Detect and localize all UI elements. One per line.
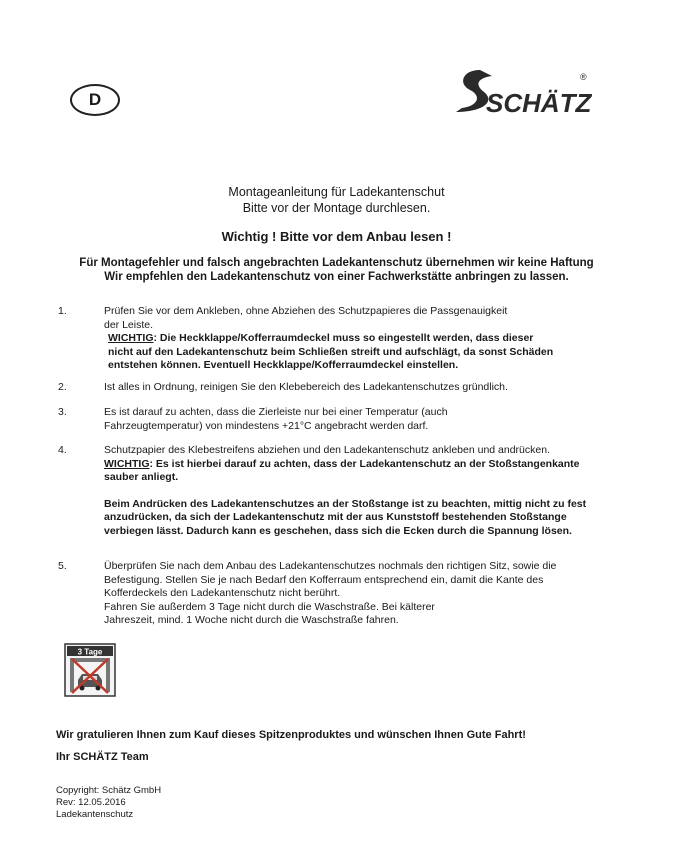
- no-car-wash-sign: [64, 643, 116, 697]
- step-text-line: Fahren Sie außerdem 3 Tage nicht durch die Waschstraße. Bei kälterer: [104, 600, 435, 613]
- step-warning-text: : Die Heckklappe/Kofferraumdeckel muss so eingestellt werden, dass dieser: [153, 332, 534, 344]
- step-number: 2.: [58, 381, 67, 393]
- step-warning-text: sauber anliegt.: [104, 471, 179, 483]
- step-text-line: Schutzpapier des Klebestreifens abziehen und den Ladekantenschutz ankleben und andrücken.: [104, 444, 550, 456]
- step-text-line: Ist alles in Ordnung, reinigen Sie den Klebebereich des Ladekantenschutzes gründlich.: [104, 381, 508, 393]
- step-text-line: Prüfen Sie vor dem Ankleben, ohne Abziehen des Schutzpapieres die Passgenauigkeit: [104, 305, 508, 317]
- step-number: 4.: [58, 444, 67, 456]
- step-text-line: Fahrzeugtemperatur) von mindestens +21°C angebracht werden darf.: [104, 419, 429, 432]
- footer-copyright: Copyright: Schätz GmbH: [56, 785, 162, 796]
- liability-warning-line2: Wir empfehlen den Ladekantenschutz von einer Fachwerkstätte anbringen zu lassen.: [104, 271, 569, 283]
- footer-revision: Rev: 12.05.2016: [56, 797, 126, 808]
- step-text-line: Es ist darauf zu achten, dass die Zierleiste nur bei einer Temperatur (auch: [104, 406, 448, 418]
- step-note-text: Beim Andrücken des Ladekantenschutzes an der Stoßstange ist zu beachten, mittig nicht zu fest: [104, 497, 587, 510]
- document-subtitle: Bitte vor der Montage durchlesen.: [242, 201, 431, 215]
- step-warning-text: entstehen können. Eventuell Heckklappe/Kofferraumdeckel einstellen.: [108, 359, 459, 371]
- step-text-line: Überprüfen Sie nach dem Anbau des Ladekantenschutzes nochmals den richtigen Sitz, sowie die: [104, 560, 557, 572]
- step-number: 1.: [58, 305, 67, 317]
- congratulations-text: Wir gratulieren Ihnen zum Kauf dieses Spitzenproduktes und wünschen Ihnen Gute Fahrt!: [56, 729, 526, 741]
- team-signature: Ihr SCHÄTZ Team: [56, 751, 149, 763]
- step-warning-text: nicht auf den Ladekantenschutz beim Schließen streift und aufschlägt, da sonst Schäden: [108, 345, 554, 358]
- important-label: WICHTIG: [104, 457, 150, 470]
- sign-label: 3 Tage: [77, 647, 103, 657]
- schaetz-logo: [452, 62, 592, 122]
- step-text-line: Befestigung. Stellen Sie je nach Bedarf den Kofferraum entsprechend ein, damit die Kante des: [104, 573, 544, 586]
- logo-text: SCHÄTZ: [486, 88, 592, 118]
- footer-product: Ladekantenschutz: [56, 809, 134, 820]
- step-number: 5.: [58, 560, 67, 572]
- no-car-wash-icon: [64, 643, 116, 697]
- document-title: Montageanleitung für Ladekantenschut: [228, 185, 445, 199]
- important-heading: Wichtig ! Bitte vor dem Anbau lesen !: [221, 229, 452, 244]
- step-note-text: verbiegen lässt. Dadurch kann es geschehen, dass sich die Ecken durch die Spannung lösen.: [104, 524, 572, 537]
- step-text-line: der Leiste.: [104, 318, 154, 331]
- step-note-text: anzudrücken, da sich der Ladekantenschutz mit der aus Kunststoff bestehenden Stoßstange: [104, 511, 567, 523]
- country-code-badge: [70, 84, 120, 116]
- liability-warning-line1: Für Montagefehler und falsch angebrachten Ladekantenschutz übernehmen wir keine Haftung: [79, 257, 594, 269]
- country-code: D: [88, 90, 102, 109]
- registered-mark: ®: [580, 72, 587, 82]
- step-warning-text: : Es ist hierbei darauf zu achten, dass der Ladekantenschutz an der Stoßstangenkante: [149, 457, 580, 470]
- important-label: WICHTIG: [108, 332, 154, 344]
- step-number: 3.: [58, 406, 67, 418]
- logo-graphic: [452, 62, 592, 122]
- step-text-line: Kofferdeckels den Ladekantenschutz nicht berührt.: [104, 587, 341, 599]
- step-text-line: Jahreszeit, mind. 1 Woche nicht durch die Waschstraße fahren.: [104, 614, 399, 626]
